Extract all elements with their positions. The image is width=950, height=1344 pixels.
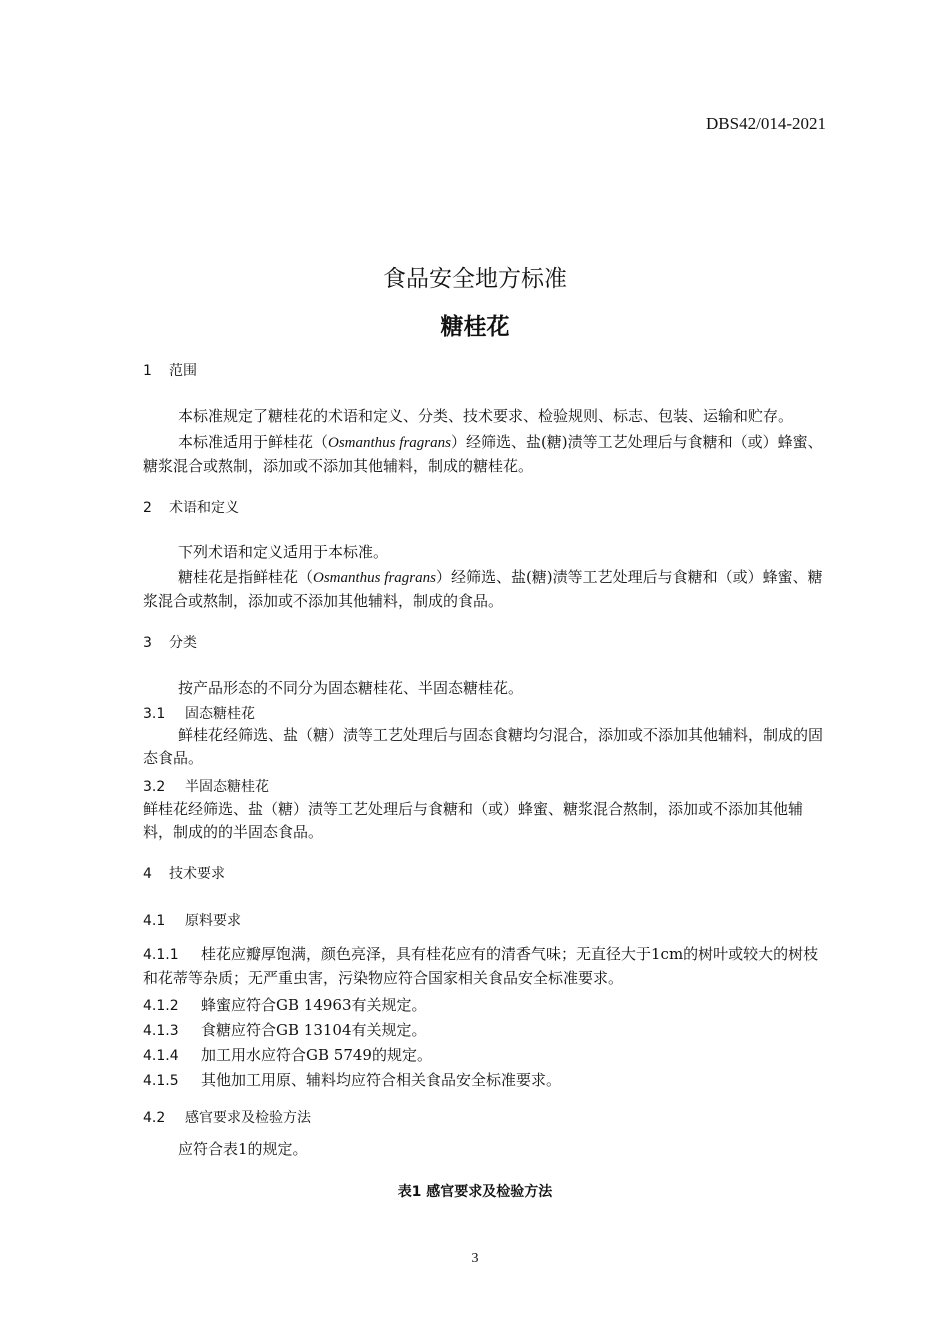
subsection-3-2-heading	[143, 776, 269, 796]
clause-number: 4.1.2	[143, 998, 179, 1014]
clause-4-1-2	[143, 994, 827, 1018]
section-title: 感官要求及检验方法	[185, 1110, 311, 1126]
subsection-4-2-heading	[143, 1107, 311, 1127]
section-number: 4.1	[143, 913, 166, 929]
section-number: 2	[143, 500, 152, 516]
section-number: 1	[143, 363, 152, 379]
subsection-4-1-heading	[143, 910, 241, 930]
clause-4-1-1	[143, 943, 827, 990]
subsection-3-1-heading	[143, 703, 255, 723]
product-title: 糖桂花	[440, 314, 510, 340]
section-1-heading	[143, 360, 197, 380]
latin-name: Osmanthus fragrans	[328, 435, 451, 451]
paragraph: 下列术语和定义适用于本标准。	[178, 543, 389, 561]
text: ）经筛选、盐(糖)渍等工艺处理后与食糖和（或）蜂蜜、糖浆混合或熬制，添加或不添加其他辅料，制成的糖桂花。	[143, 433, 823, 475]
section-title: 固态糖桂花	[185, 706, 255, 722]
section-title: 原料要求	[185, 913, 241, 929]
clause-4-1-3	[143, 1019, 827, 1043]
clause-4-1-5	[143, 1069, 827, 1093]
document-code: DBS42/014-2021	[706, 114, 826, 133]
latin-name: Osmanthus fragrans	[313, 570, 436, 586]
table-title: 表1 感官要求及检验方法	[397, 1184, 553, 1200]
section-number: 3	[143, 635, 152, 651]
section-number: 4	[143, 866, 152, 882]
section-4-heading	[143, 863, 225, 883]
text: 糖桂花是指鲜桂花（	[178, 568, 314, 586]
paragraph: 应符合表1的规定。	[178, 1140, 308, 1158]
section-title: 半固态糖桂花	[185, 779, 269, 795]
clause-number: 4.1.1	[143, 947, 179, 963]
clause-text: 食糖应符合GB 13104有关规定。	[201, 1021, 427, 1039]
standard-title: 食品安全地方标准	[383, 266, 567, 292]
text: 本标准适用于鲜桂花（	[178, 433, 329, 451]
section-number: 3.2	[143, 779, 166, 795]
clause-number: 4.1.3	[143, 1023, 179, 1039]
clause-text: 蜂蜜应符合GB 14963有关规定。	[201, 996, 427, 1014]
clause-4-1-4	[143, 1044, 827, 1068]
text: ）经筛选、盐(糖)渍等工艺处理后与食糖和（或）蜂蜜、糖浆混合或熬制，添加或不添加其他辅料，制成的食品。	[143, 568, 823, 610]
section-title: 术语和定义	[169, 500, 239, 516]
paragraph: 按产品形态的不同分为固态糖桂花、半固态糖桂花。	[178, 679, 524, 697]
section-2-heading	[143, 497, 239, 517]
clause-text: 桂花应瓣厚饱满，颜色亮泽，具有桂花应有的清香气味；无直径大于1cm的树叶或较大的树枝和花蒂等杂质；无严重虫害，污染物应符合国家相关食品安全标准要求。	[143, 945, 819, 987]
page-number: 3	[471, 1251, 479, 1266]
paragraph: 鲜桂花经筛选、盐（糖）渍等工艺处理后与固态食糖均匀混合，添加或不添加其他辅料，制成的固态食品。	[143, 726, 824, 767]
section-title: 范围	[169, 363, 197, 379]
clause-number: 4.1.4	[143, 1048, 179, 1064]
clause-text: 其他加工用原、辅料均应符合相关食品安全标准要求。	[201, 1071, 562, 1089]
section-number: 3.1	[143, 706, 166, 722]
section-number: 4.2	[143, 1110, 166, 1126]
section-title: 技术要求	[169, 866, 225, 882]
paragraph: 本标准规定了糖桂花的术语和定义、分类、技术要求、检验规则、标志、包装、运输和贮存。	[178, 407, 794, 425]
paragraph	[143, 431, 827, 478]
clause-number: 4.1.5	[143, 1073, 179, 1089]
paragraph	[143, 566, 827, 613]
clause-text: 加工用水应符合GB 5749的规定。	[201, 1046, 432, 1064]
section-3-heading	[143, 632, 197, 652]
section-title: 分类	[169, 635, 197, 651]
paragraph: 鲜桂花经筛选、盐（糖）渍等工艺处理后与食糖和（或）蜂蜜、糖浆混合熬制，添加或不添加其他辅料，制成的的半固态食品。	[143, 800, 804, 841]
